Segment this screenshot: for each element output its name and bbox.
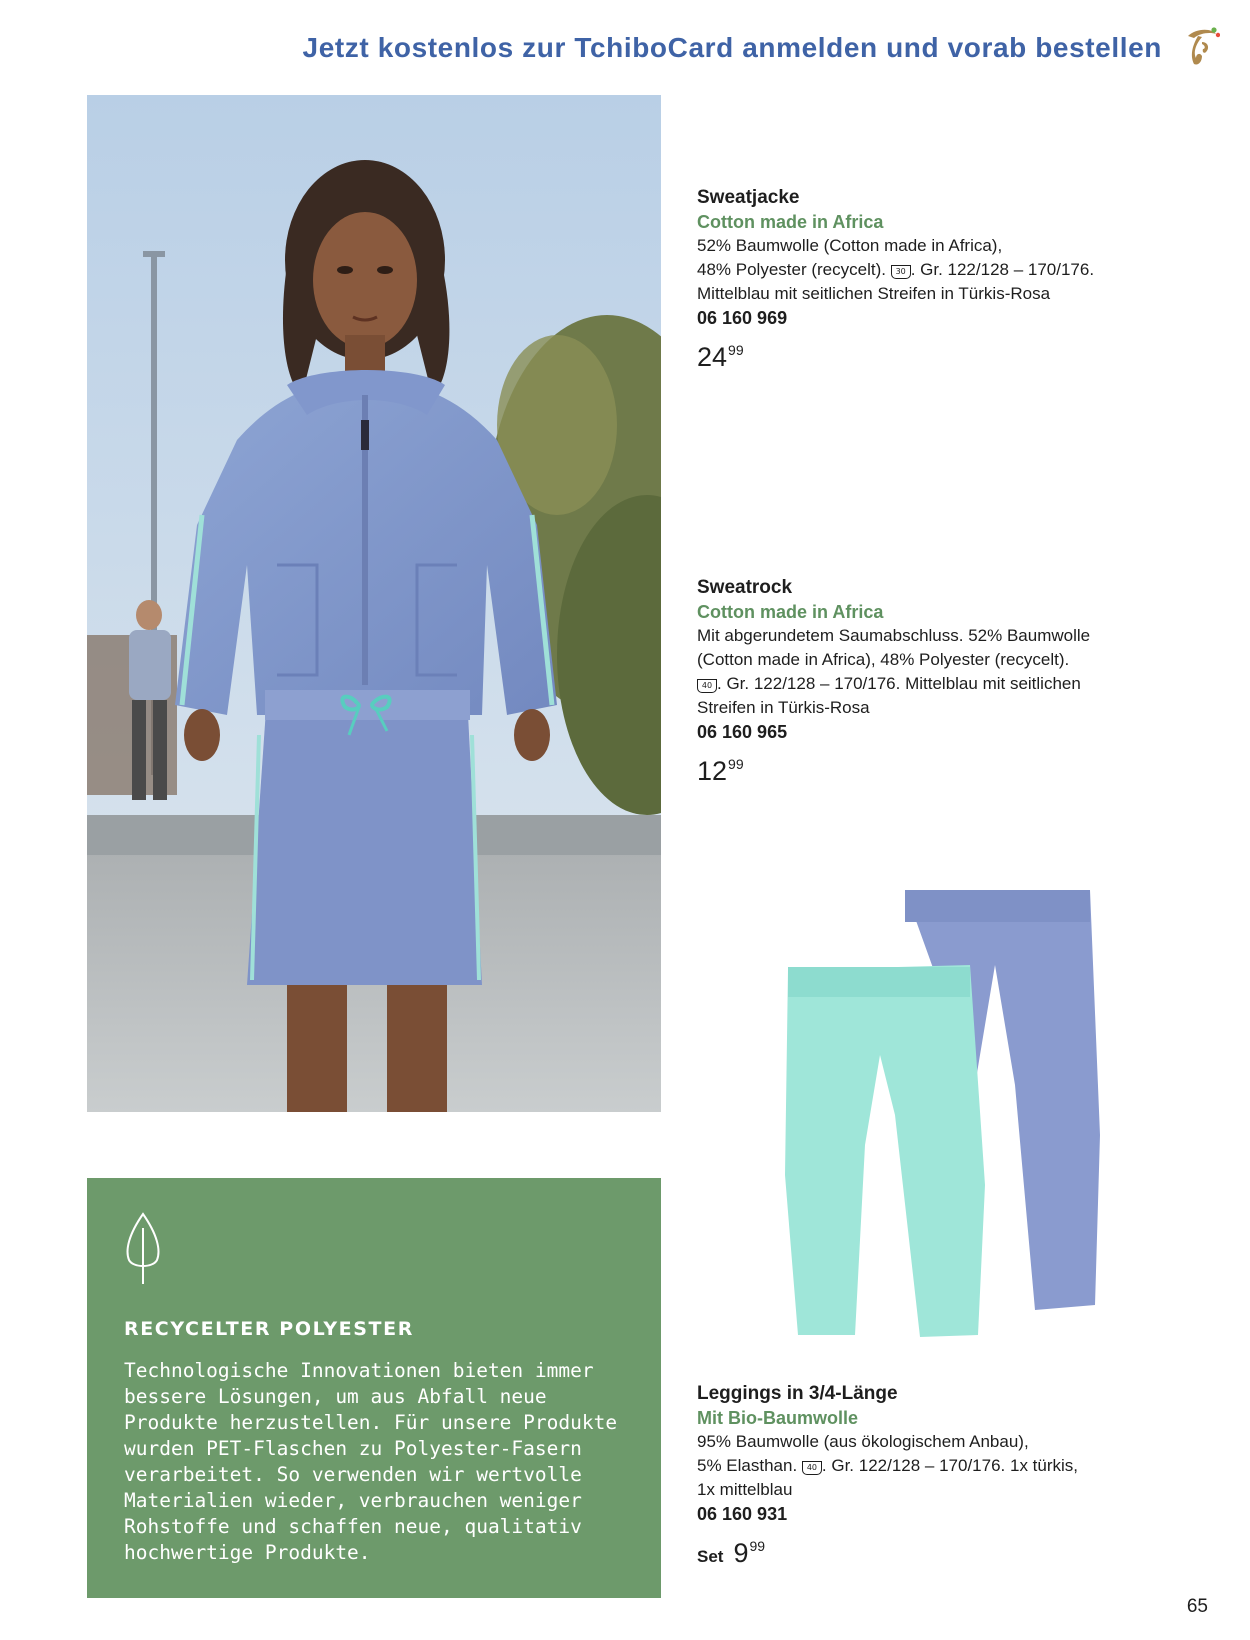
product-price: $24^{99}$ bbox=[697, 342, 744, 372]
model-photo bbox=[87, 95, 661, 1112]
leggings-image bbox=[770, 885, 1120, 1345]
product-subtitle: Cotton made in Africa bbox=[697, 602, 884, 622]
product-subtitle: Mit Bio-Baumwolle bbox=[697, 1408, 858, 1428]
article-number: 06 160 969 bbox=[697, 308, 788, 328]
article-number: 06 160 965 bbox=[697, 722, 788, 742]
product-price: Set $9^{99}$ bbox=[697, 1538, 766, 1568]
page-number: 65 bbox=[1186, 1596, 1208, 1617]
product-name: Sweatjacke bbox=[697, 187, 800, 208]
wash-40-icon: 40 bbox=[802, 1461, 822, 1475]
wash-30-icon: 30 bbox=[891, 265, 911, 279]
tchibo-logo-icon bbox=[1178, 22, 1220, 68]
info-box-recycled-polyester bbox=[87, 1178, 661, 1598]
product-name: Leggings in 3/4-Länge bbox=[697, 1383, 898, 1404]
product-sweatrock bbox=[697, 576, 1197, 787]
article-number: 06 160 931 bbox=[697, 1504, 788, 1524]
product-subtitle: Cotton made in Africa bbox=[697, 212, 884, 232]
product-description: Mit abgerundetem Saumabschluss. 52% Baumwolle (Cotton made in Africa), 48% Polyester (recycelt). 40 . Gr. 122/128 – 170/176. Mittelblau mit seitlichen Streifen in Türkis-Rosa bbox=[697, 626, 1091, 717]
product-sweatjacke bbox=[697, 186, 1197, 373]
product-description: 95% Baumwolle (aus ökologischem Anbau), 5% Elasthan. 40 . Gr. 122/128 – 170/176. 1x türkis, 1x mittelblau bbox=[697, 1432, 1079, 1499]
product-price: $12^{99}$ bbox=[697, 756, 744, 786]
product-description: 52% Baumwolle (Cotton made in Africa), 48% Polyester (recycelt). 30 . Gr. 122/128 – 170/176. Mittelblau mit seitlichen Streifen in Türkis-Rosa bbox=[697, 236, 1095, 303]
product-leggings bbox=[697, 1382, 1197, 1573]
product-name: Sweatrock bbox=[697, 577, 793, 598]
header-banner[interactable]: Jetzt kostenlos zur TchiboCard anmelden und vorab bestellen bbox=[302, 32, 1162, 63]
wash-40-icon: 40 bbox=[697, 679, 717, 693]
info-box-text: Technologische Innovationen bieten immer bessere Lösungen, um aus Abfall neue Produkte herzustellen. Für unsere Produkte wurden PET-Flaschen zu Polyester-Fasern verarbeitet. So verwenden wir wertvolle Materialien wieder, verbrauchen weniger Rohstoffe und schaffen neue, qualitativ hochwertige Produkte. bbox=[124, 1359, 618, 1564]
leaf-icon bbox=[123, 1210, 163, 1286]
info-box-title: RECYCELTER POLYESTER bbox=[124, 1318, 414, 1340]
